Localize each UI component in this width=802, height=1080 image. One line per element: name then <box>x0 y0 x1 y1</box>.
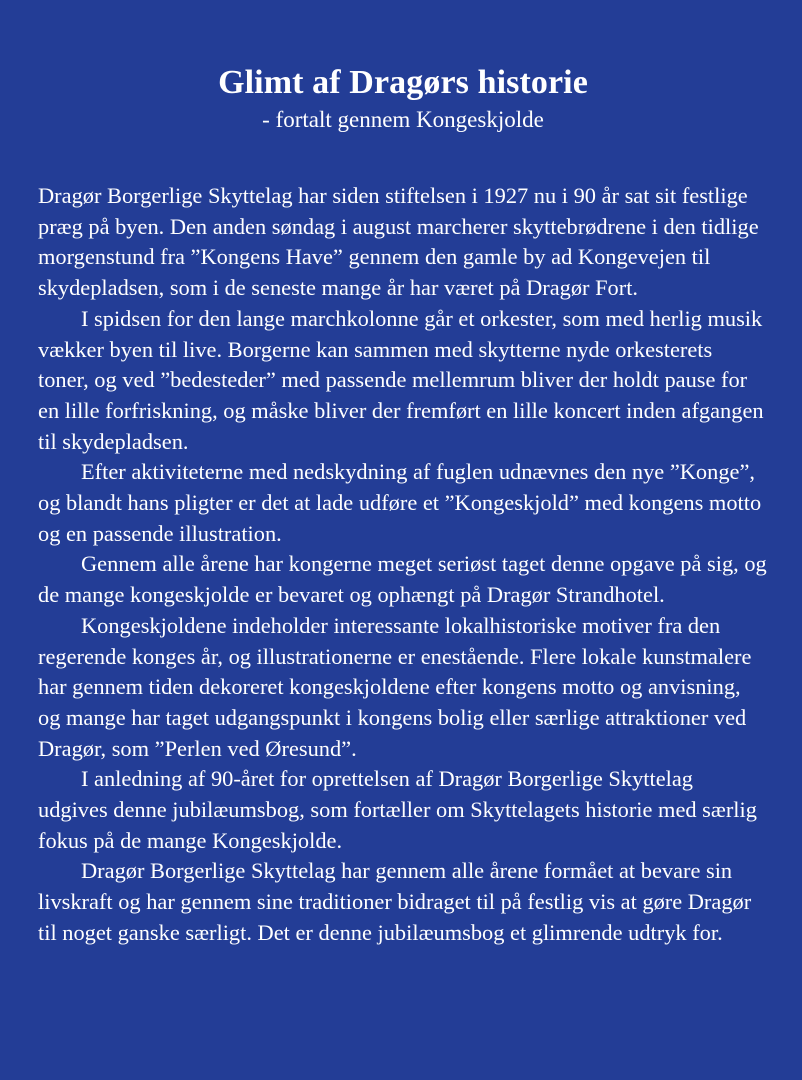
paragraph-shield-motifs: Kongeskjoldene indeholder interessante lokalhistoriske motiver fra den regerende konges år, og illustrationerne er enestående. Flere lokale kunstmalere har gennem tiden dekoreret kongeskjoldene efter kongens motto og anvisning, og mange har taget udgangspunkt i kongens bolig eller særlige attraktioner ved Dragør, som ”Perlen ved Øresund”. <box>38 612 752 761</box>
paragraph-shields-preserved: Gennem alle årene har kongerne meget seriøst taget denne opgave på sig, og de mange kongeskjolde er bevaret og ophængt på Dragør Strandhotel. <box>38 551 767 608</box>
paragraph-orchestra: I spidsen for den lange marchkolonne går et orkester, som med herlig musik vækker byen til live. Borgerne kan sammen med skytterne nyde orkesterets toner, og ved ”bedesteder” med passende mellemrum bliver der holdt pause for en lille forfriskning, og måske bliver der fremført en lille koncert inden afgangen til skydepladsen. <box>38 305 764 454</box>
paragraph-intro: Dragør Borgerlige Skyttelag har siden stiftelsen i 1927 nu i 90 år sat sit festlige præg på byen. Den anden søndag i august marcherer skyttebrødrene i den tidlige morgenstund fra ”Kongens Have” gennem den gamle by ad Kongevejen til skydepladsen, som i de seneste mange år har været på Dragør Fort. <box>38 183 759 301</box>
page-subtitle: - fortalt gennem Kongeskjolde <box>262 107 544 132</box>
paragraph-conclusion: Dragør Borgerlige Skyttelag har gennem alle årene formået at bevare sin livskraft og har gennem sine traditioner bidraget til på festlig vis at gøre Dragør til noget ganske særligt. Det er denne jubilæumsbog et glimrende udtryk for. <box>38 858 752 945</box>
body-text <box>38 181 768 949</box>
paragraph-anniversary-book: I anledning af 90-året for oprettelsen af Dragør Borgerlige Skyttelag udgives denne jubilæumsbog, som fortæller om Skyttelagets historie med særlig fokus på de mange Kongeskjolde. <box>38 766 757 853</box>
paragraph-new-king: Efter aktiviteterne med nedskydning af fuglen udnævnes den nye ”Konge”, og blandt hans pligter er det at lade udføre et ”Kongeskjold” med kongens motto og en passende illustration. <box>38 459 762 546</box>
page-title: Glimt af Dragørs historie <box>218 64 588 101</box>
